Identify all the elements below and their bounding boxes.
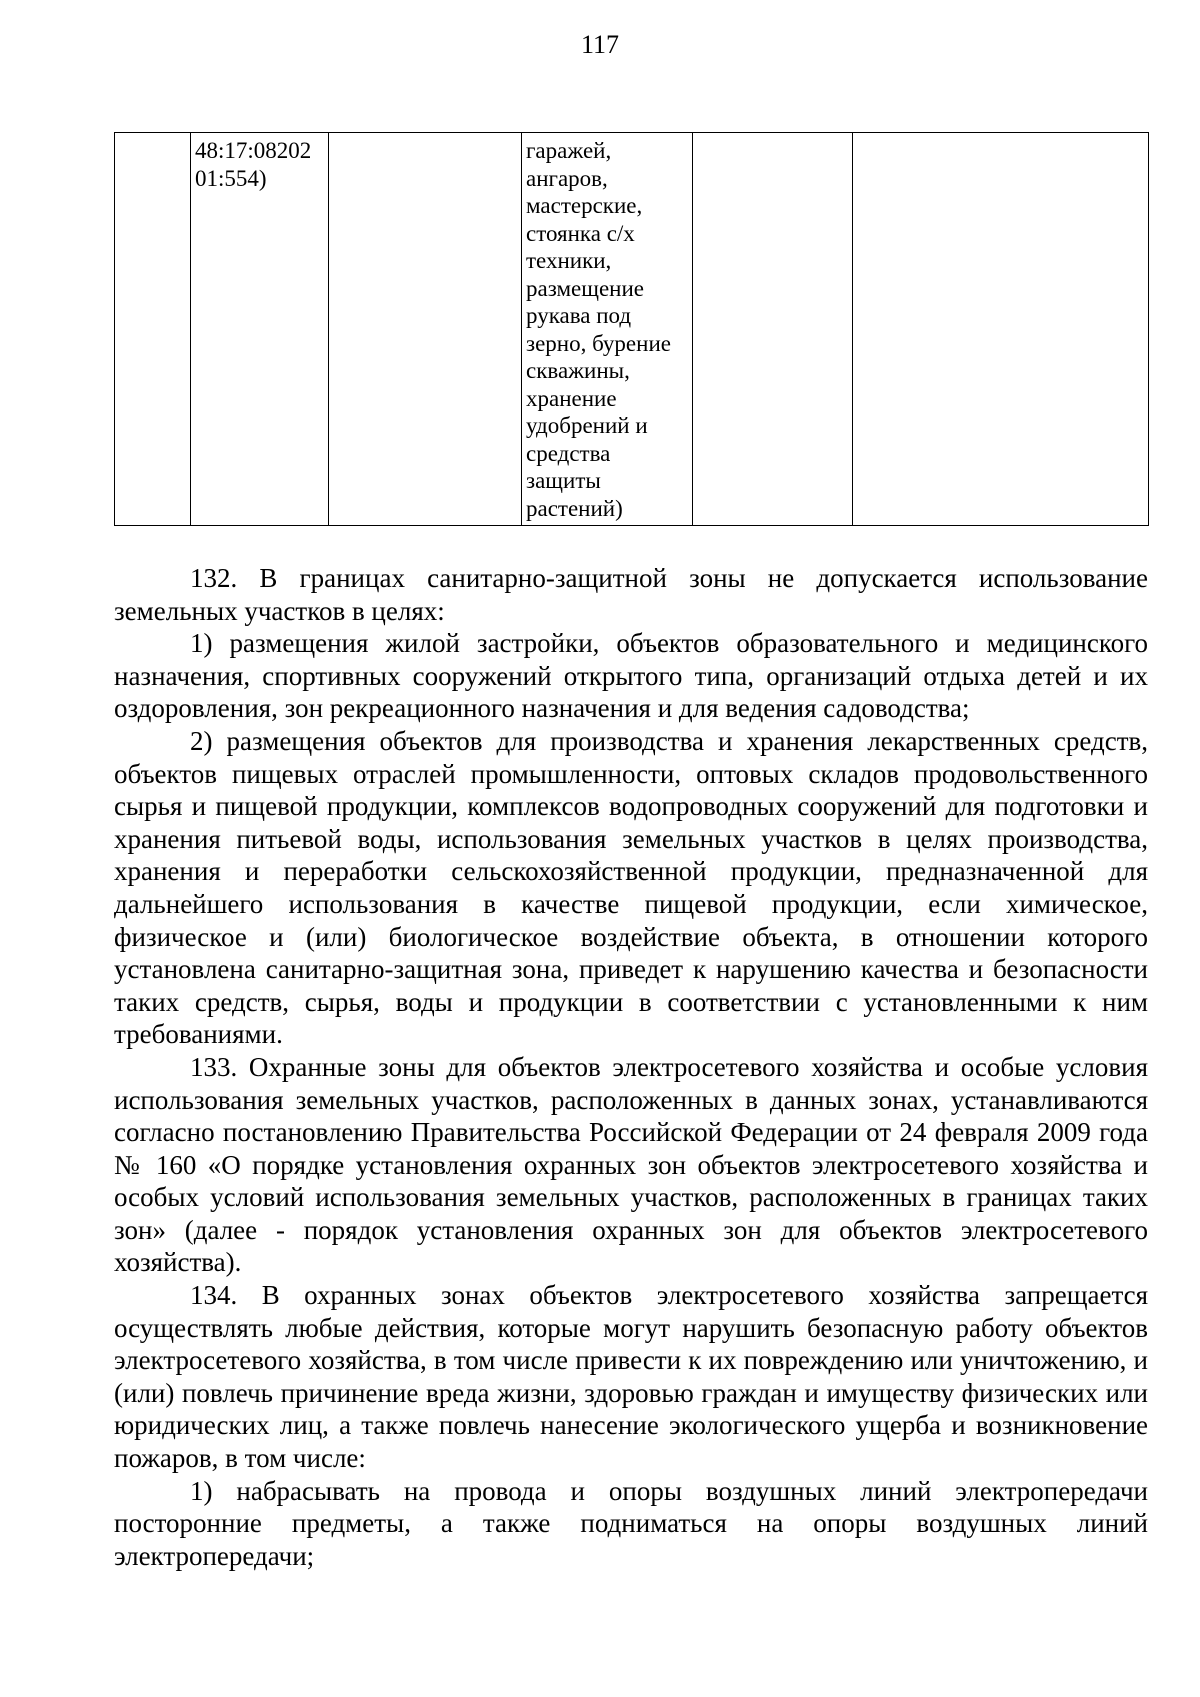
- table-cell-number: [115, 133, 191, 526]
- document-body: [114, 562, 1148, 1572]
- paragraph-133: 133. Охранные зоны для объектов электросетевого хозяйства и особые условия использования земельных участков, расположенных в данных зонах, устанавливаются согласно постановлению Правительства Российской Федерации от 24 февраля 2009 года № 160 «О порядке установления охранных зон объектов электросетевого хозяйства и особых условий использования земельных участков, расположенных в границах таких зон» (далее - порядок установления охранных зон для объектов электросетевого хозяйства).: [114, 1051, 1148, 1278]
- paragraph-134-item-1: 1) набрасывать на провода и опоры воздушных линий электропередачи посторонние предметы, а также подниматься на опоры воздушных линий электропередачи;: [114, 1475, 1148, 1571]
- usage-description: гаражей, ангаров, мастерские, стоянка с/х техники, размещение рукава под зерно, бурение скважины, хранение удобрений и средства защиты растений): [526, 138, 671, 521]
- paragraph-132-item-2: 2) размещения объектов для производства и хранения лекарственных средств, объектов пищевых отраслей промышленности, оптовых складов продовольственного сырья и пищевой продукции, комплексов водопроводных сооружений для подготовки и хранения питьевой воды, использования земельных участков в целях производства, хранения и переработки сельскохозяйственной продукции, предназначенной для дальнейшего использования в качестве пищевой продукции, если химическое, физическое и (или) биологическое воздействие объекта, в отношении которого установлена санитарно-защитная зона, приведет к нарушению качества и безопасности таких средств, сырья, воды и продукции в соответствии с установленными к ним требованиями.: [114, 725, 1148, 1050]
- table-cell-empty: [329, 133, 522, 526]
- cadastral-number: 48:17:08202 01:554): [195, 138, 312, 191]
- page-number: 117: [580, 30, 620, 59]
- table-row: [115, 133, 1149, 526]
- paragraph-134: 134. В охранных зонах объектов электросетевого хозяйства запрещается осуществлять любые действия, которые могут нарушить безопасную работу объектов электросетевого хозяйства, в том числе привести к их повреждению или уничтожению, и (или) повлечь причинение вреда жизни, здоровью граждан и имуществу физических или юридических лиц, а также повлечь нанесение экологического ущерба и возникновение пожаров, в том числе:: [114, 1280, 1148, 1474]
- table-cell-empty: [693, 133, 853, 526]
- table-cell-empty: [853, 133, 1149, 526]
- table-cell-usage: [522, 133, 693, 526]
- paragraph-132: 132. В границах санитарно-защитной зоны не допускается использование земельных участков в целях:: [114, 563, 1148, 626]
- paragraph-132-item-1: 1) размещения жилой застройки, объектов образовательного и медицинского назначения, спортивных сооружений открытого типа, организаций отдыха детей и их оздоровления, зон рекреационного назначения и для ведения садоводства;: [114, 628, 1148, 724]
- table-cell-cadastral: [191, 133, 329, 526]
- continuation-table: [114, 132, 1149, 526]
